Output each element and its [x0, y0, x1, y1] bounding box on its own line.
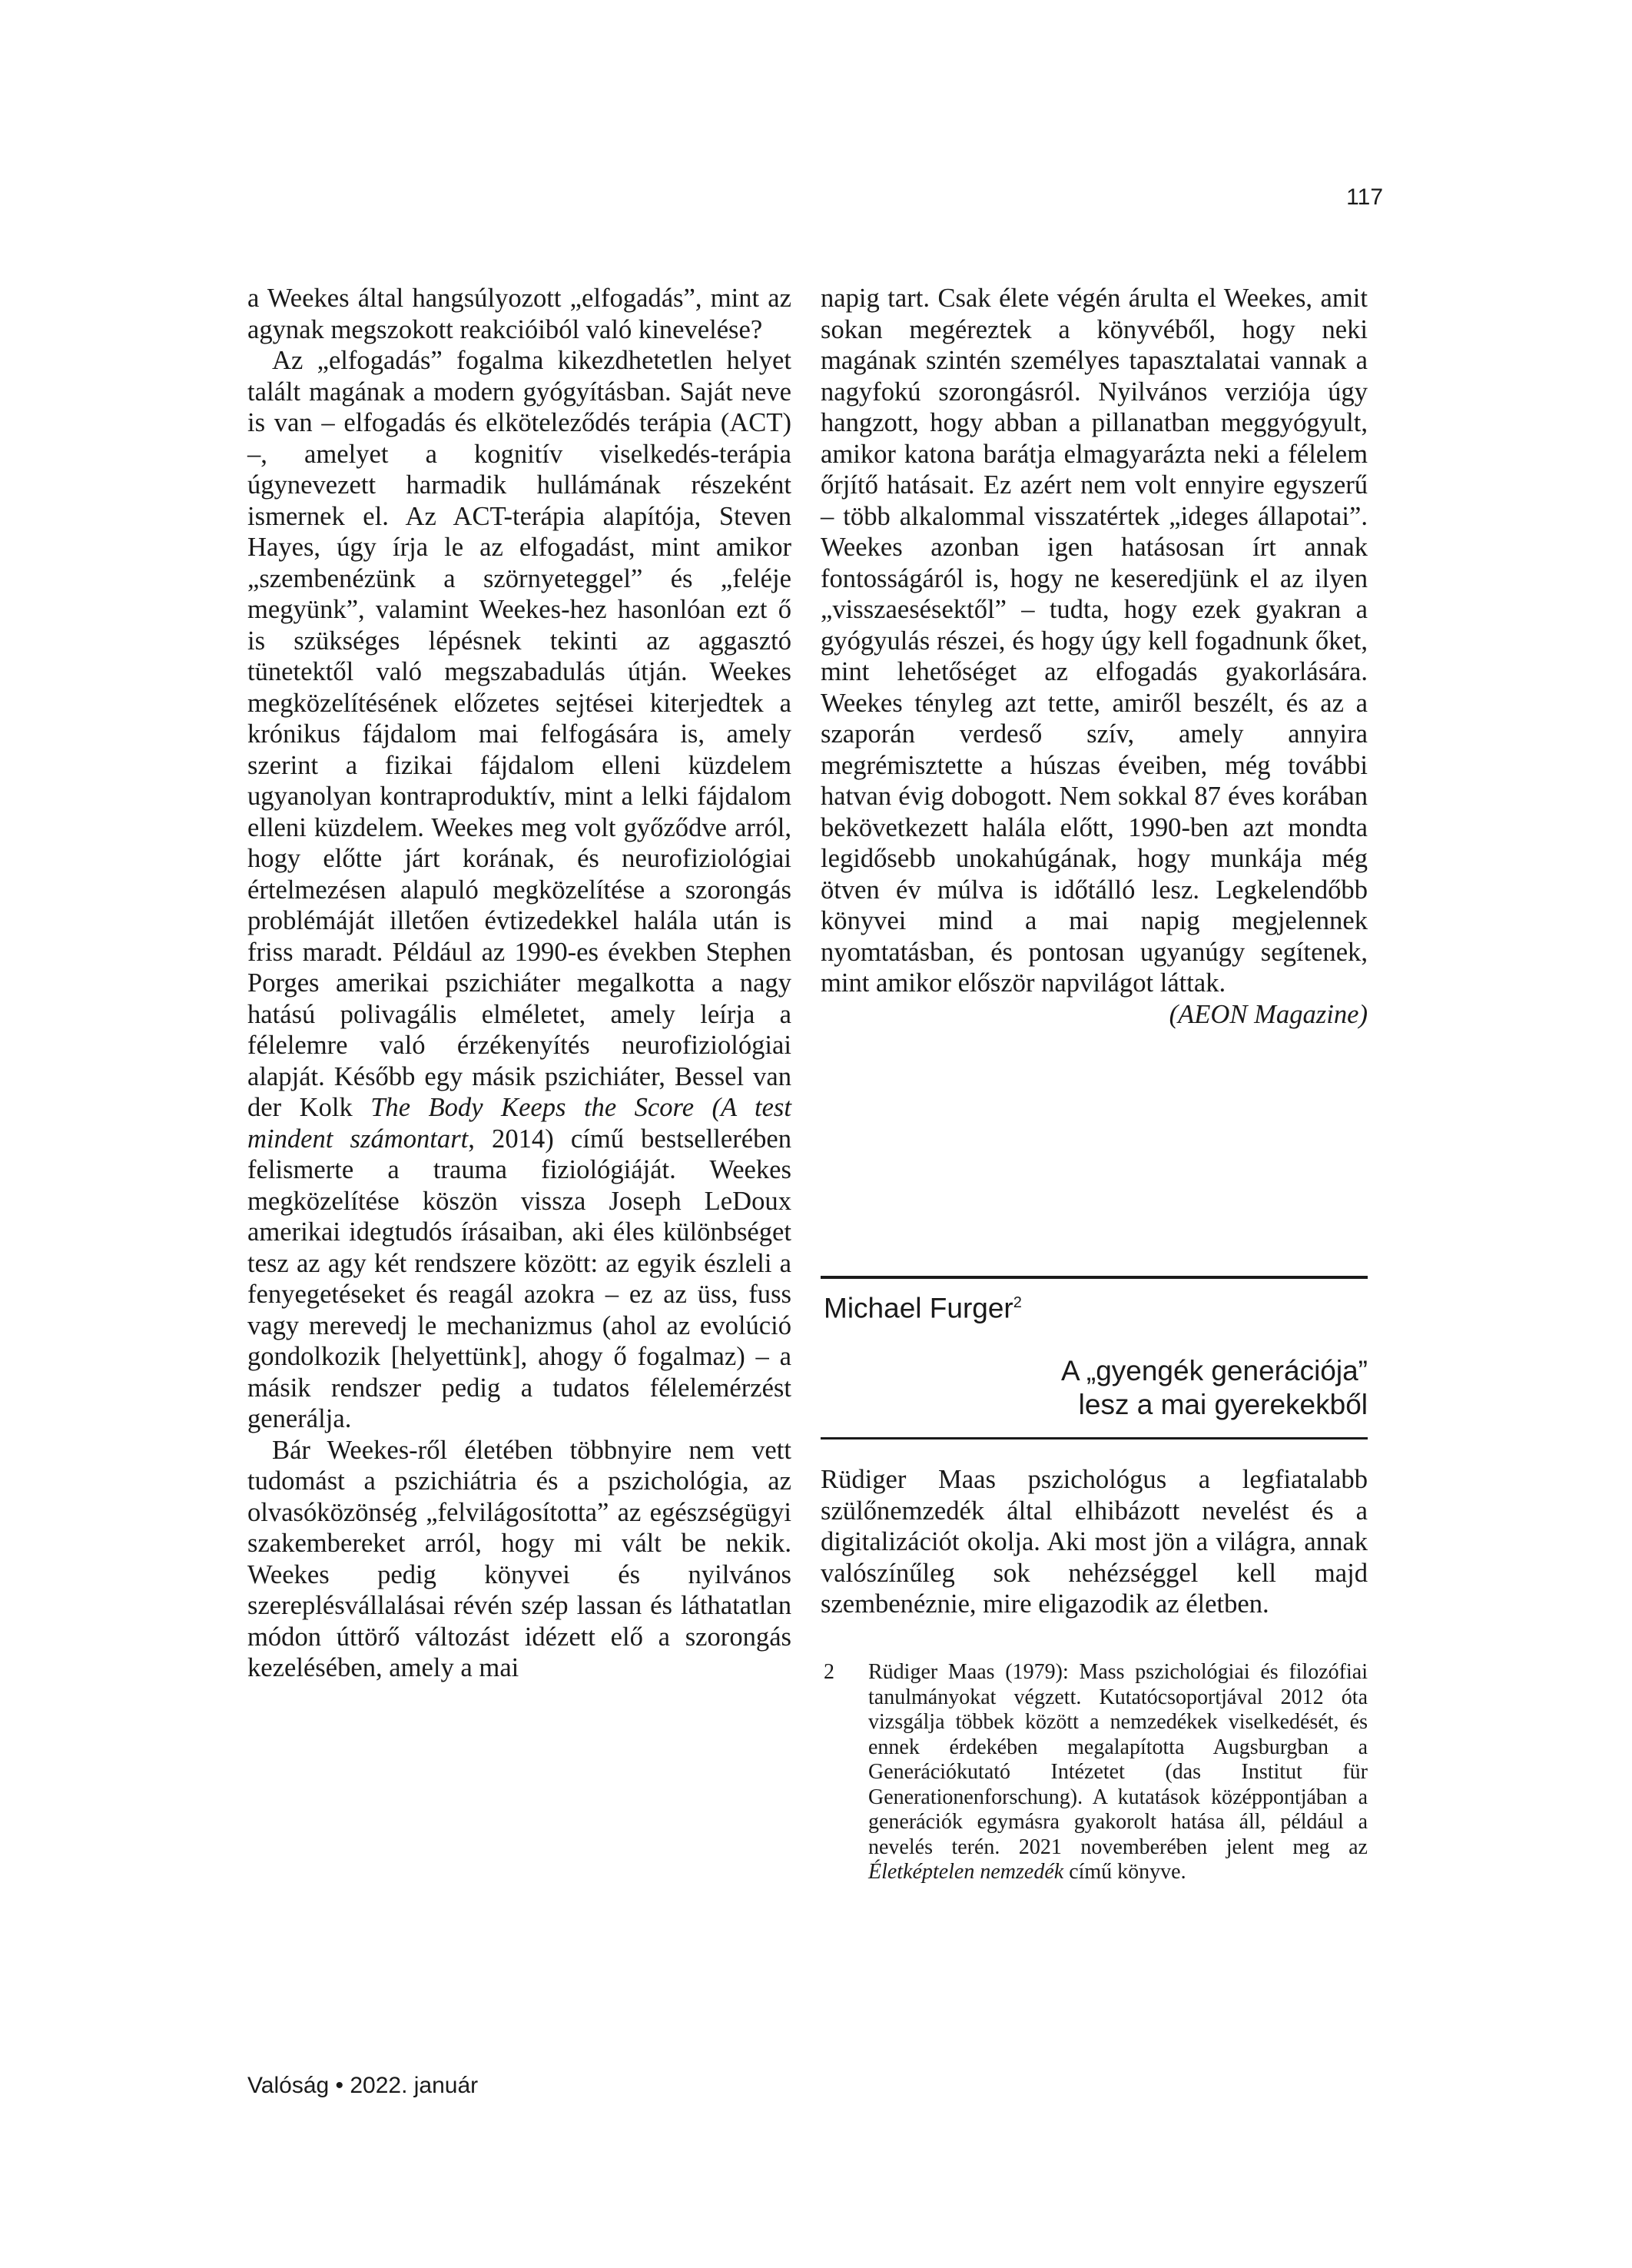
- page-footer: Valóság • 2022. január: [247, 2073, 479, 2098]
- lead-paragraph: Rüdiger Maas pszichológus a legfiatalabb szülőnemzedék által elhibázott nevelést és a digitalizációt okolja. Aki most jön a világra, annak valószínűleg sok nehézséggel kell majd szembenéznie, mire eligazodik az életben.: [821, 1465, 1368, 1619]
- title-line: lesz a mai gyerekekből: [1078, 1389, 1368, 1420]
- paragraph: napig tart. Csak élete végén árulta el Weekes, amit sokan megéreztek a könyvéből, hogy neki magának szintén személyes tapasztalatai vannak a nagyfokú szorongásról. Nyilvános verziója úgy hangzott, hogy abban a pillanatban meggyógyult, amikor katona barátja elmagyarázta neki a félelem őrjítő hatásait. Ez azért nem volt ennyire egyszerű – több alkalommal visszatértek „ideges állapotai”. Weekes azonban igen hatásosan írt annak fontosságáról is, hogy ne keseredjünk el az ilyen „visszaesésektől” – tudta, hogy ezek gyakran a gyógyulás részei, és hogy úgy kell fogadnunk őket, mint lehetőséget az elfogadás gyakorlására. Weekes tényleg azt tette, amiről beszélt, és az a szaporán verdeső szív, amely annyira megrémisztette a húszas éveiben, még további hatvan évig dobogott. Nem sokkal 87 éves korában bekövetkezett halála előtt, 1990-ben azt mondta legidősebb unokahúgának, hogy munkája még ötven év múlva is időtálló lesz. Legkelendőbb könyvei mind a mai napig megjelennek nyomtatásban, és pontosan ugyanúgy segítenek, mint amikor először napvilágot láttak.: [821, 284, 1368, 998]
- title-rule: [821, 1437, 1368, 1439]
- footnote-text: [868, 1660, 1368, 1885]
- footnote: [821, 1660, 1368, 1885]
- source-credit: (AEON Magazine): [1169, 999, 1368, 1029]
- article-author: [824, 1286, 1022, 1325]
- paragraph: Bár Weekes-ről életében többnyire nem vett tudomást a pszichiátria és a pszichológia, az olvasóközönség „felvilágosította” az egészségügyi szakembereket arról, hogy mi vált be nekik. Weekes pedig könyvei és nyilvános szereplésvállalásai révén szép lassan és láthatatlan módon úttörő változást idézett elő a szorongás kezelésében, amely a mai: [247, 1435, 791, 1682]
- article-lead: [821, 1464, 1368, 1620]
- author-name: Michael Furger: [824, 1292, 1013, 1324]
- footnote-number: 2: [824, 1660, 834, 1684]
- right-column: [821, 283, 1368, 1030]
- paragraph: [247, 345, 791, 1435]
- title-line: A „gyengék generációja”: [1060, 1355, 1368, 1386]
- left-column: [247, 283, 791, 1684]
- book-title: Életképtelen nemzedék: [868, 1860, 1064, 1884]
- page-number: 117: [1346, 184, 1383, 210]
- footnote-body: Rüdiger Maas (1979): Mass pszichológiai és filozófiai tanulmányokat végzett. Kutatócsoportjával 2012 óta vizsgálja többek között a nemzedékek viselkedését, és ennek érdekében megalapította Augsburgban a Generációkutató Intézetet (das Institut für Generationenforschung). A kutatások középpontjában a generációk egymásra gyakorolt hatása áll, például a nevelés terén. 2021 novemberében jelent meg az: [868, 1660, 1368, 1859]
- paragraph-text: Az „elfogadás” fogalma kikezdhetetlen helyet talált magának a modern gyógyításban. Saját neve is van – elfogadás és elköteleződés terápia (ACT) –, amelyet a kognitív viselkedés-terápia úgynevezett harmadik hullámának részeként ismernek el. Az ACT-terápia alapítója, Steven Hayes, úgy írja le az elfogadást, mint amikor „szembenézünk a szörnyeteggel” és „feléje megyünk”, valamint Weekes-hez hasonlóan ezt ő is szükséges lépésnek tekinti az aggasztó tünetektől való megszabadulás útján. Weekes megközelítésének előzetes sejtései kiterjedtek a krónikus fájdalom mai felfogására is, amely szerint a fizikai fájdalom elleni küzdelem ugyanolyan kontraproduktív, mint a lelki fájdalom elleni küzdelem. Weekes meg volt győződve arról, hogy előtte járt korának, és neurofiziológiai értelmezésen alapuló megközelítése a szorongás problémáját illetően évtizedekkel halála után is friss maradt. Például az 1990-es években Stephen Porges amerikai pszichiáter megalkotta a nagy hatású polivagális elméletet, amely leírja a félelemre való érzékenyítés neurofiziológiai alapját. Később egy másik pszichiáter, Bessel van der Kolk: [247, 346, 791, 1122]
- footnote-body: című könyve.: [1063, 1860, 1186, 1884]
- article-title: [821, 1354, 1368, 1422]
- footnote-marker: 2: [1013, 1294, 1022, 1311]
- book-title: The Body Keeps the Score (A test mindent számontart: [247, 1093, 791, 1154]
- paragraph-text: , 2014) című bestsellerében felismerte a trauma fiziológiáját. Weekes megközelítése köszön vissza Joseph LeDoux amerikai idegtudós írásaiban, aki éles különbséget tesz az agy két rendszere között: az egyik észleli a fenyegetéseket és reagál azokra – ez az üss, fuss vagy merevedj le mechanizmus (ahol az evolúció gondolkozik [helyettünk], ahogy ő fogalmaz) – a másik rendszer pedig a tudatos félelemérzést generálja.: [247, 1124, 791, 1433]
- section-rule: [821, 1276, 1368, 1279]
- paragraph: a Weekes által hangsúlyozott „elfogadás”, mint az agynak megszokott reakcióiból való kinevelése?: [247, 284, 791, 344]
